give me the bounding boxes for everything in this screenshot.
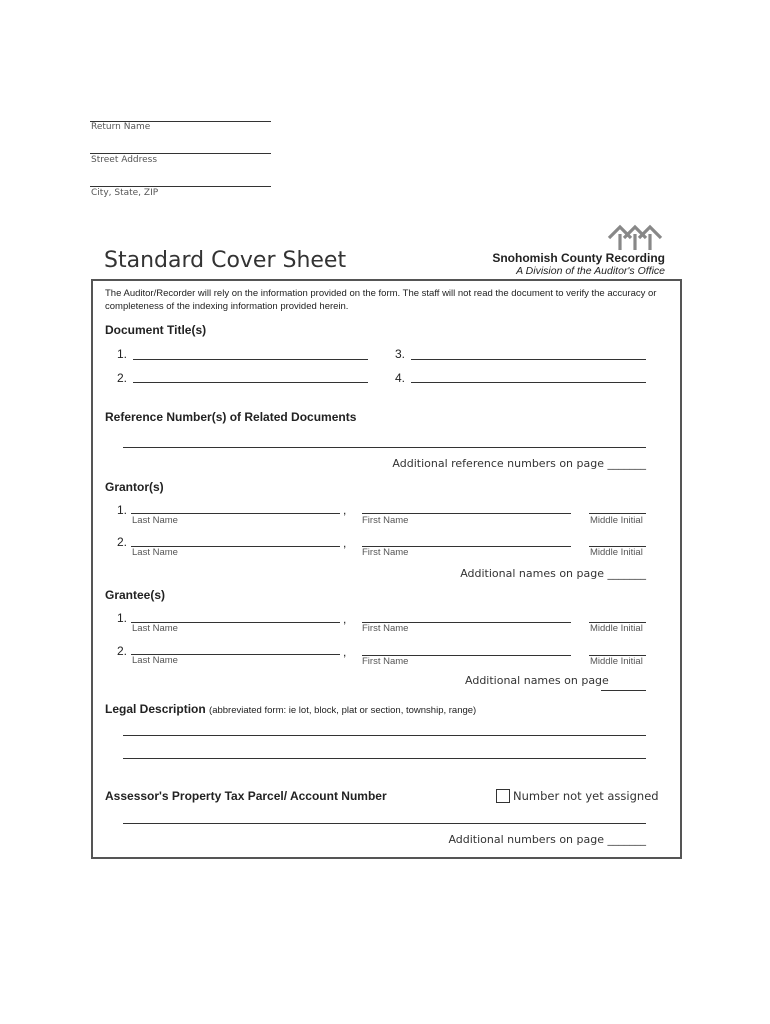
doc-title-4-number: 4.: [395, 371, 406, 385]
doc-title-1-number: 1.: [117, 347, 128, 361]
assessor-additional-numbers: Additional numbers on page _______: [448, 833, 646, 846]
grantor-2-middle-initial-label: Middle Initial: [590, 547, 643, 558]
number-not-assigned-checkbox[interactable]: [496, 789, 510, 803]
grantor-2-number: 2.: [117, 535, 128, 549]
grantee-1-middle-initial-label: Middle Initial: [590, 623, 643, 634]
grantor-2-first-name-label: First Name: [362, 547, 409, 558]
assessor-number-field[interactable]: [123, 823, 646, 824]
grantor-1-comma: ,: [343, 503, 347, 517]
legal-description-title: Legal Description: [105, 702, 206, 716]
legal-description-note: (abbreviated form: ie lot, block, plat or section, township, range): [209, 705, 477, 716]
grantee-1-first-name-label: First Name: [362, 623, 409, 634]
assessor-heading: Assessor's Property Tax Parcel/ Account Number: [105, 789, 387, 803]
grantee-1-comma: ,: [343, 612, 347, 626]
grantor-2-last-name-label: Last Name: [132, 547, 178, 558]
doc-title-3-number: 3.: [395, 347, 406, 361]
grantee-2-middle-initial-label: Middle Initial: [590, 656, 643, 667]
grantees-additional-names: Additional names on page: [465, 674, 609, 687]
grantor-1-first-name-label: First Name: [362, 515, 409, 526]
street-address-line[interactable]: [90, 153, 271, 154]
grantor-2-comma: ,: [343, 536, 347, 550]
grantees-additional-page-field[interactable]: [601, 690, 646, 691]
grantees-heading: Grantee(s): [105, 588, 166, 602]
city-state-zip-line[interactable]: [90, 186, 271, 187]
street-address-label: Street Address: [91, 155, 158, 165]
grantor-1-last-name-field[interactable]: [131, 513, 340, 514]
org-name: Snohomish County Recording: [492, 251, 665, 265]
snohomish-county-logo-icon: [606, 222, 666, 252]
reference-numbers-heading: Reference Number(s) of Related Documents: [105, 410, 357, 424]
intro-text: The Auditor/Recorder will rely on the information provided on the form. The staff will not read the document to verify the accuracy or completeness of the indexing information provided herein.: [105, 288, 657, 312]
grantee-2-comma: ,: [343, 645, 347, 659]
grantors-additional-names: Additional names on page _______: [460, 567, 646, 580]
grantor-1-middle-initial-label: Middle Initial: [590, 515, 643, 526]
doc-title-2-field[interactable]: [133, 382, 368, 383]
document-titles-heading: Document Title(s): [105, 323, 207, 337]
additional-reference-numbers: Additional reference numbers on page _______: [392, 457, 646, 470]
city-state-zip-label: City, State, ZIP: [91, 188, 159, 198]
doc-title-3-field[interactable]: [411, 359, 646, 360]
return-name-label: Return Name: [91, 122, 151, 132]
legal-description-heading: [105, 702, 476, 716]
doc-title-4-field[interactable]: [411, 382, 646, 383]
grantee-1-number: 1.: [117, 611, 128, 625]
grantee-1-last-name-label: Last Name: [132, 623, 178, 634]
grantor-1-number: 1.: [117, 503, 128, 517]
reference-numbers-field[interactable]: [123, 447, 646, 448]
doc-title-2-number: 2.: [117, 371, 128, 385]
grantee-2-number: 2.: [117, 644, 128, 658]
grantee-2-first-name-label: First Name: [362, 656, 409, 667]
doc-title-1-field[interactable]: [133, 359, 368, 360]
grantors-heading: Grantor(s): [105, 480, 164, 494]
legal-description-line-2[interactable]: [123, 758, 646, 759]
grantor-1-middle-initial-field[interactable]: [589, 513, 646, 514]
grantor-1-first-name-field[interactable]: [362, 513, 571, 514]
org-subtitle: A Division of the Auditor's Office: [516, 265, 665, 277]
grantee-2-last-name-label: Last Name: [132, 655, 178, 666]
legal-description-line-1[interactable]: [123, 735, 646, 736]
page-title: Standard Cover Sheet: [104, 248, 347, 273]
number-not-assigned-label: Number not yet assigned: [513, 789, 659, 803]
grantor-1-last-name-label: Last Name: [132, 515, 178, 526]
